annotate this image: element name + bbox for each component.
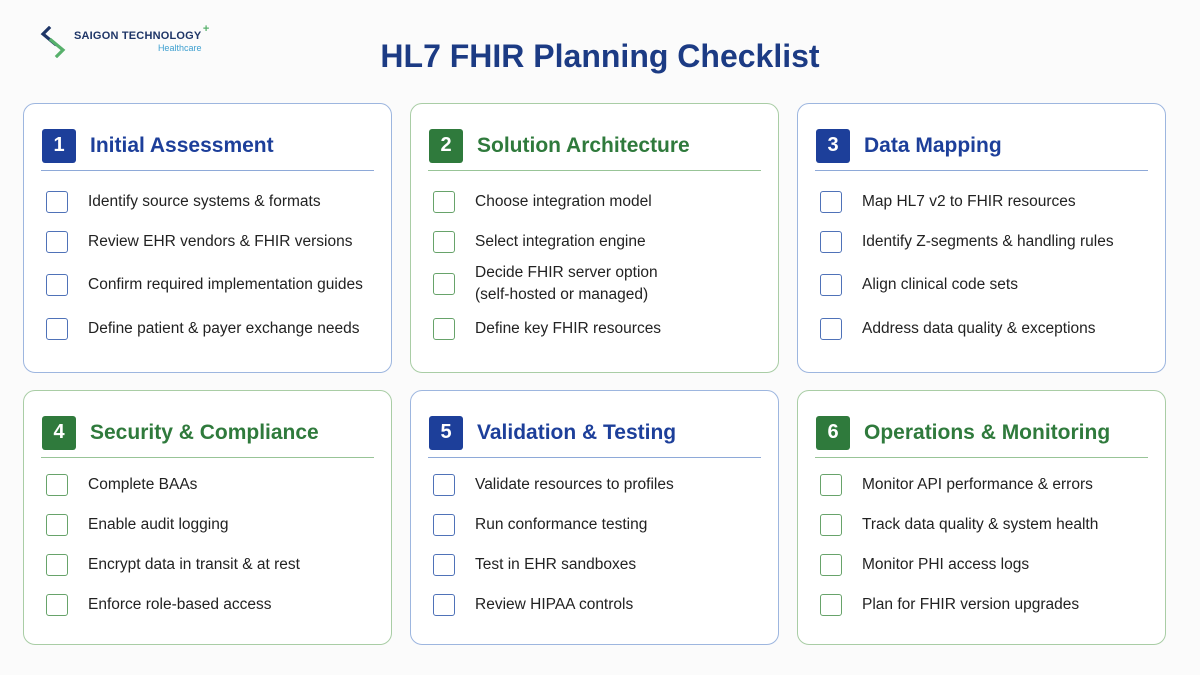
step-number-badge: 4 <box>42 416 76 450</box>
step-number-badge: 6 <box>816 416 850 450</box>
checkbox[interactable] <box>46 191 68 213</box>
card-title: Operations & Monitoring <box>864 420 1111 444</box>
checkbox[interactable] <box>820 594 842 616</box>
checklist-item[interactable] <box>433 231 768 253</box>
card-header <box>41 121 374 171</box>
logo-name-text: SAIGON TECHNOLOGY <box>74 30 202 42</box>
checklist-item-label: Review HIPAA controls <box>475 596 634 613</box>
checkbox[interactable] <box>46 554 68 576</box>
checklist-item-label-line1: Decide FHIR server option <box>475 264 658 281</box>
checklist-item[interactable] <box>433 554 768 576</box>
checklist-item-label: Review EHR vendors & FHIR versions <box>88 233 353 250</box>
checklist-item-label: Select integration engine <box>475 233 646 250</box>
checkbox[interactable] <box>820 191 842 213</box>
checklist-item[interactable] <box>46 474 381 496</box>
checkbox[interactable] <box>433 594 455 616</box>
checklist-item-label: Enable audit logging <box>88 516 229 533</box>
checklist-item[interactable] <box>820 554 1155 576</box>
checklist-item[interactable] <box>820 274 1155 296</box>
checklist-item-label: Identify source systems & formats <box>88 193 321 210</box>
checklist-item[interactable] <box>820 594 1155 616</box>
checklist-item-label: Map HL7 v2 to FHIR resources <box>862 193 1076 210</box>
checkbox[interactable] <box>46 274 68 296</box>
checkbox[interactable] <box>820 318 842 340</box>
checkbox[interactable] <box>433 514 455 536</box>
checklist-item[interactable] <box>46 231 381 253</box>
checklist-item[interactable] <box>46 554 381 576</box>
page-title: HL7 FHIR Planning Checklist <box>380 38 820 74</box>
checklist-item[interactable] <box>820 474 1155 496</box>
checklist-item-label: Run conformance testing <box>475 516 648 533</box>
checklist-item[interactable] <box>46 274 381 296</box>
card-title: Initial Assessment <box>90 133 274 157</box>
checklist-item-label: Encrypt data in transit & at rest <box>88 556 300 573</box>
card-header <box>815 408 1148 458</box>
checklist-item-label: Enforce role-based access <box>88 596 272 613</box>
checkbox[interactable] <box>46 231 68 253</box>
card-security-compliance <box>23 390 392 645</box>
card-operations-monitoring <box>797 390 1166 645</box>
checklist-item-label: Track data quality & system health <box>862 516 1099 533</box>
card-initial-assessment <box>23 103 392 373</box>
checklist-item[interactable] <box>820 231 1155 253</box>
checklist-item[interactable] <box>433 191 768 213</box>
checkbox[interactable] <box>46 318 68 340</box>
checklist-item[interactable] <box>46 594 381 616</box>
checklist-item-label: Monitor API performance & errors <box>862 476 1093 493</box>
checklist-item-label: Complete BAAs <box>88 476 198 493</box>
checklist-item-label: Confirm required implementation guides <box>88 276 363 293</box>
checklist-item[interactable] <box>433 318 768 340</box>
checkbox[interactable] <box>820 231 842 253</box>
card-header <box>428 121 761 171</box>
checklist-item-label: Plan for FHIR version upgrades <box>862 596 1080 613</box>
card-data-mapping <box>797 103 1166 373</box>
checklist-item[interactable] <box>820 514 1155 536</box>
card-solution-architecture <box>410 103 779 373</box>
checkbox[interactable] <box>433 273 455 295</box>
checklist-item-label: Test in EHR sandboxes <box>475 556 637 573</box>
checkbox[interactable] <box>433 554 455 576</box>
checkbox[interactable] <box>433 231 455 253</box>
card-title: Validation & Testing <box>477 420 677 444</box>
checklist-item-label: Validate resources to profiles <box>475 476 674 493</box>
checklist-item-label-line2: (self-hosted or managed) <box>475 286 649 303</box>
checklist-item-label: Choose integration model <box>475 193 652 210</box>
card-title: Solution Architecture <box>477 133 690 157</box>
checklist-item-label: Define key FHIR resources <box>475 320 662 337</box>
checkbox[interactable] <box>433 318 455 340</box>
checklist-item[interactable] <box>46 514 381 536</box>
checklist-item-label: Define patient & payer exchange needs <box>88 320 360 337</box>
checklist-item-label <box>475 262 658 306</box>
checkbox[interactable] <box>433 191 455 213</box>
logo-subtitle: Healthcare <box>157 43 202 53</box>
checklist-item-label: Align clinical code sets <box>862 276 1018 293</box>
card-header <box>815 121 1148 171</box>
card-header <box>41 408 374 458</box>
checklist-item[interactable] <box>433 474 768 496</box>
logo-plus: + <box>202 23 210 35</box>
checklist-item[interactable] <box>820 191 1155 213</box>
checklist-item[interactable] <box>820 318 1155 340</box>
checklist-item[interactable] <box>46 318 381 340</box>
checklist-item-label: Identify Z-segments & handling rules <box>862 233 1114 250</box>
checklist-item[interactable] <box>433 594 768 616</box>
step-number-badge: 1 <box>42 129 76 163</box>
card-header <box>428 408 761 458</box>
checkbox[interactable] <box>820 274 842 296</box>
checkbox[interactable] <box>820 474 842 496</box>
checklist-item-label: Monitor PHI access logs <box>862 556 1030 573</box>
checklist-item[interactable] <box>46 191 381 213</box>
card-title: Security & Compliance <box>90 420 319 444</box>
card-title: Data Mapping <box>864 133 1002 157</box>
step-number-badge: 5 <box>429 416 463 450</box>
step-number-badge: 3 <box>816 129 850 163</box>
step-number-badge: 2 <box>429 129 463 163</box>
checkbox[interactable] <box>46 594 68 616</box>
checkbox[interactable] <box>433 474 455 496</box>
checkbox[interactable] <box>820 554 842 576</box>
checkbox[interactable] <box>46 514 68 536</box>
checklist-item-label: Address data quality & exceptions <box>862 320 1096 337</box>
card-validation-testing <box>410 390 779 645</box>
checkbox[interactable] <box>820 514 842 536</box>
checkbox[interactable] <box>46 474 68 496</box>
checklist-item[interactable] <box>433 262 768 306</box>
checklist-item[interactable] <box>433 514 768 536</box>
